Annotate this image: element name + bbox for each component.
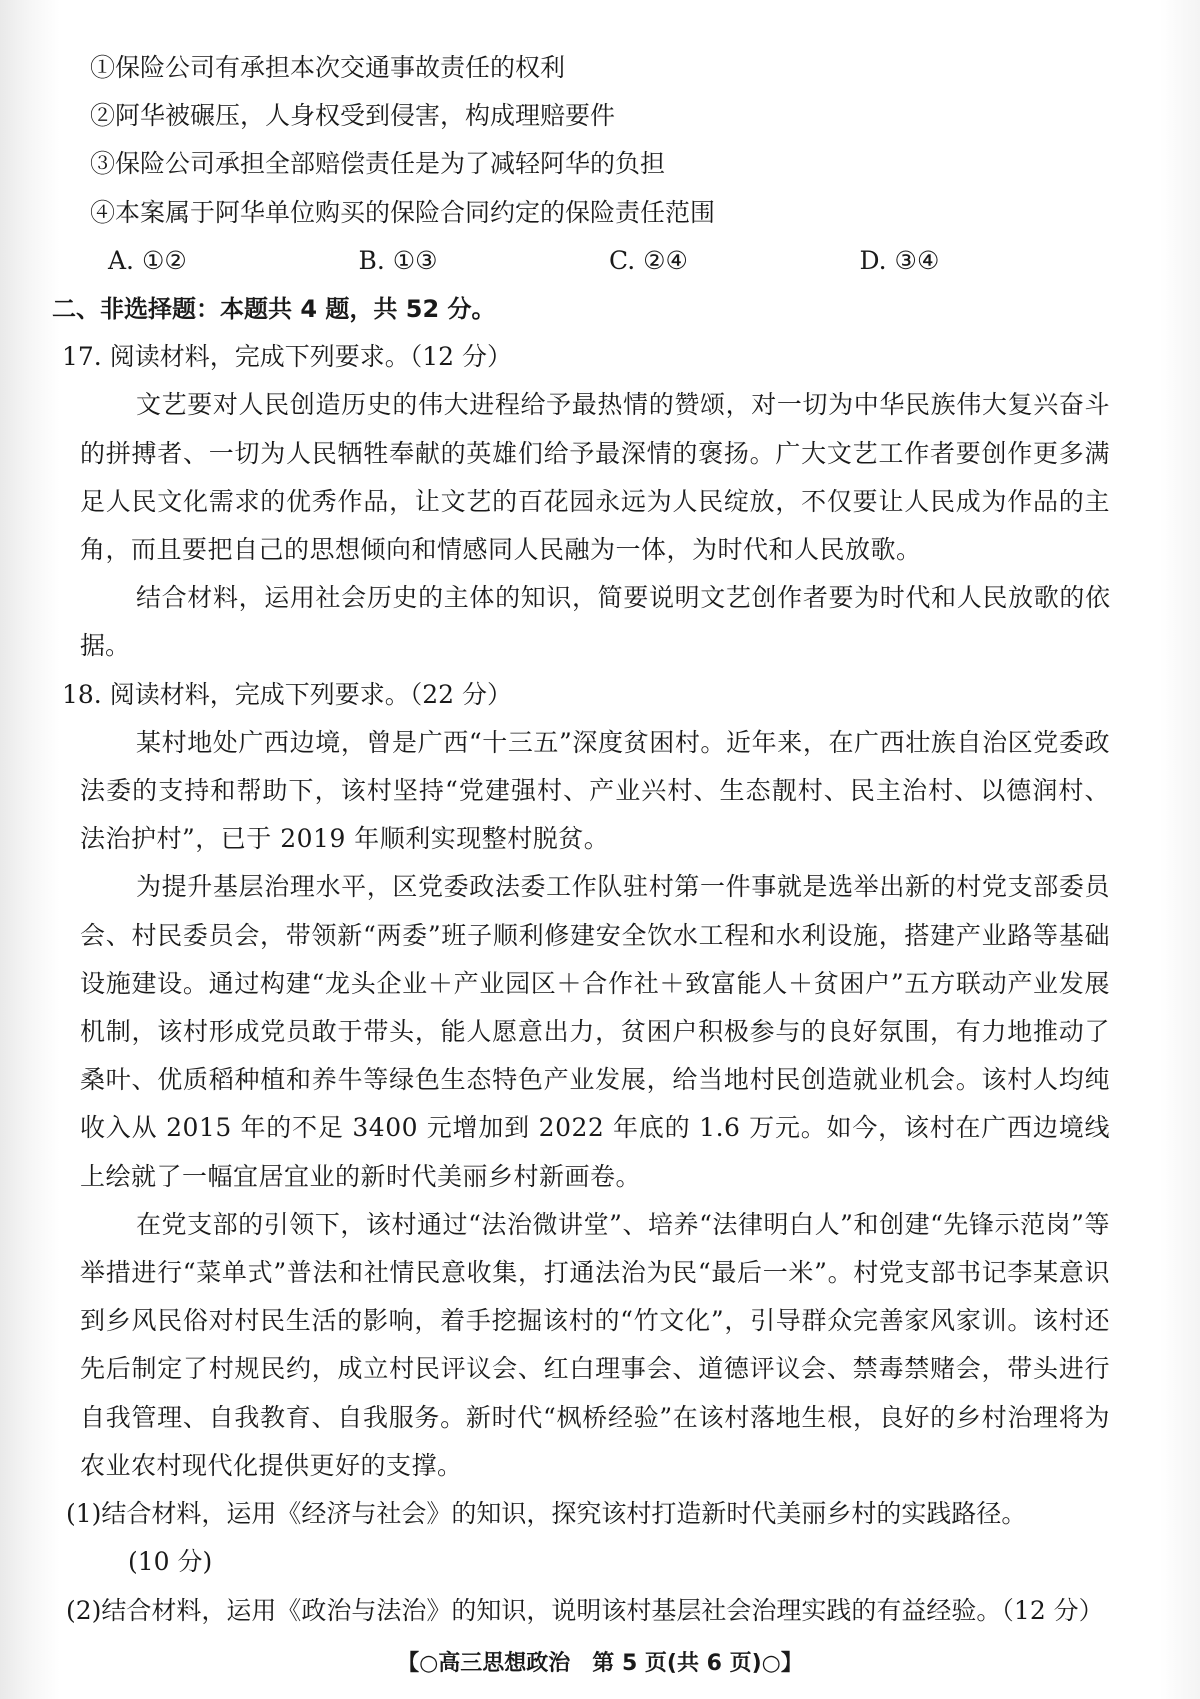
q18-material-2: 为提升基层治理水平，区党委政法委工作队驻村第一件事就是选举出新的村党支部委员会、村民委员会，带领新“两委”班子顺利修建安全饮水工程和水利设施，搭建产业路等基础设施建设。通过构建“龙头企业＋产业园区＋合作社＋致富能人＋贫困户”五方联动产业发展机制，该村形成党员敢于带头，能人愿意出力，贫困户积极参与的良好氛围，有力地推动了桑叶、优质稻种植和养牛等绿色生态特色产业发展，给当地村民创造就业机会。该村人均纯收入从 2015 年的不足 3400 元增加到 2022 年底的 1.6 万元。如今，该村在广西边境线上绘就了一幅宜居宜业的新时代美丽乡村新画卷。 xyxy=(80,872,1110,1191)
q18-sub-question-1-score: (10 分) xyxy=(128,1547,213,1577)
option-3: ③保险公司承担全部赔偿责任是为了减轻阿华的负担 xyxy=(90,149,666,179)
page-footer: 【○高三思想政治 第 5 页(共 6 页)○】 xyxy=(397,1651,803,1676)
option-1: ①保险公司有承担本次交通事故责任的权利 xyxy=(90,53,566,82)
page-content xyxy=(52,44,1110,1635)
answer-choices xyxy=(80,237,1110,285)
q18-sub-question-2: (2)结合材料，运用《政治与法治》的知识，说明该村基层社会治理实践的有益经验。（12 分） xyxy=(66,1595,1104,1625)
option-2: ②阿华被碾压，人身权受到侵害，构成理赔要件 xyxy=(90,101,616,131)
choice-c: C. ②④ xyxy=(609,245,688,275)
q18-title: 18. 阅读材料，完成下列要求。（22 分） xyxy=(62,679,512,709)
section-heading: 二、非选择题：本题共 4 题，共 52 分。 xyxy=(52,295,496,324)
option-4: ④本案属于阿华单位购买的保险合同约定的保险责任范围 xyxy=(90,197,716,227)
q18-material-1: 某村地处广西边境，曾是广西“十三五”深度贫困村。近年来，在广西壮族自治区党委政法委的支持和帮助下，该村坚持“党建强村、产业兴村、生态靓村、民主治村、以德润村、法治护村”，已于 2019 年顺利实现整村脱贫。 xyxy=(80,727,1110,854)
q18-material-3: 在党支部的引领下，该村通过“法治微讲堂”、培养“法律明白人”和创建“先锋示范岗”等举措进行“菜单式”普法和社情民意收集，打通法治为民“最后一米”。村党支部书记李某意识到乡风民俗对村民生活的影响，着手挖掘该村的“竹文化”，引导群众完善家风家训。该村还先后制定了村规民约，成立村民评议会、红白理事会、道德评议会、禁毒禁赌会，带头进行自我管理、自我教育、自我服务。新时代“枫桥经验”在该村落地生根，良好的乡村治理将为农业农村现代化提供更好的支撑。 xyxy=(80,1209,1110,1480)
choice-d: D. ③④ xyxy=(859,245,940,275)
q18-sub-question-1: (1)结合材料，运用《经济与社会》的知识，探究该村打造新时代美丽乡村的实践路径。 xyxy=(66,1499,1027,1529)
choice-b: B. ①③ xyxy=(358,245,438,275)
q17-material: 文艺要对人民创造历史的伟大进程给予最热情的赞颂，对一切为中华民族伟大复兴奋斗的拼搏者、一切为人民牺牲奉献的英雄们给予最深情的褒扬。广大文艺工作者要创作更多满足人民文化需求的优秀作品，让文艺的百花园永远为人民绽放，不仅要让人民成为作品的主角，而且要把自己的思想倾向和情感同人民融为一体，为时代和人民放歌。 xyxy=(80,390,1110,565)
choice-a: A. ①② xyxy=(108,245,187,275)
q17-title: 17. 阅读材料，完成下列要求。（12 分） xyxy=(62,342,512,372)
q17-question: 结合材料，运用社会历史的主体的知识，简要说明文艺创作者要为时代和人民放歌的依据。 xyxy=(80,583,1110,661)
